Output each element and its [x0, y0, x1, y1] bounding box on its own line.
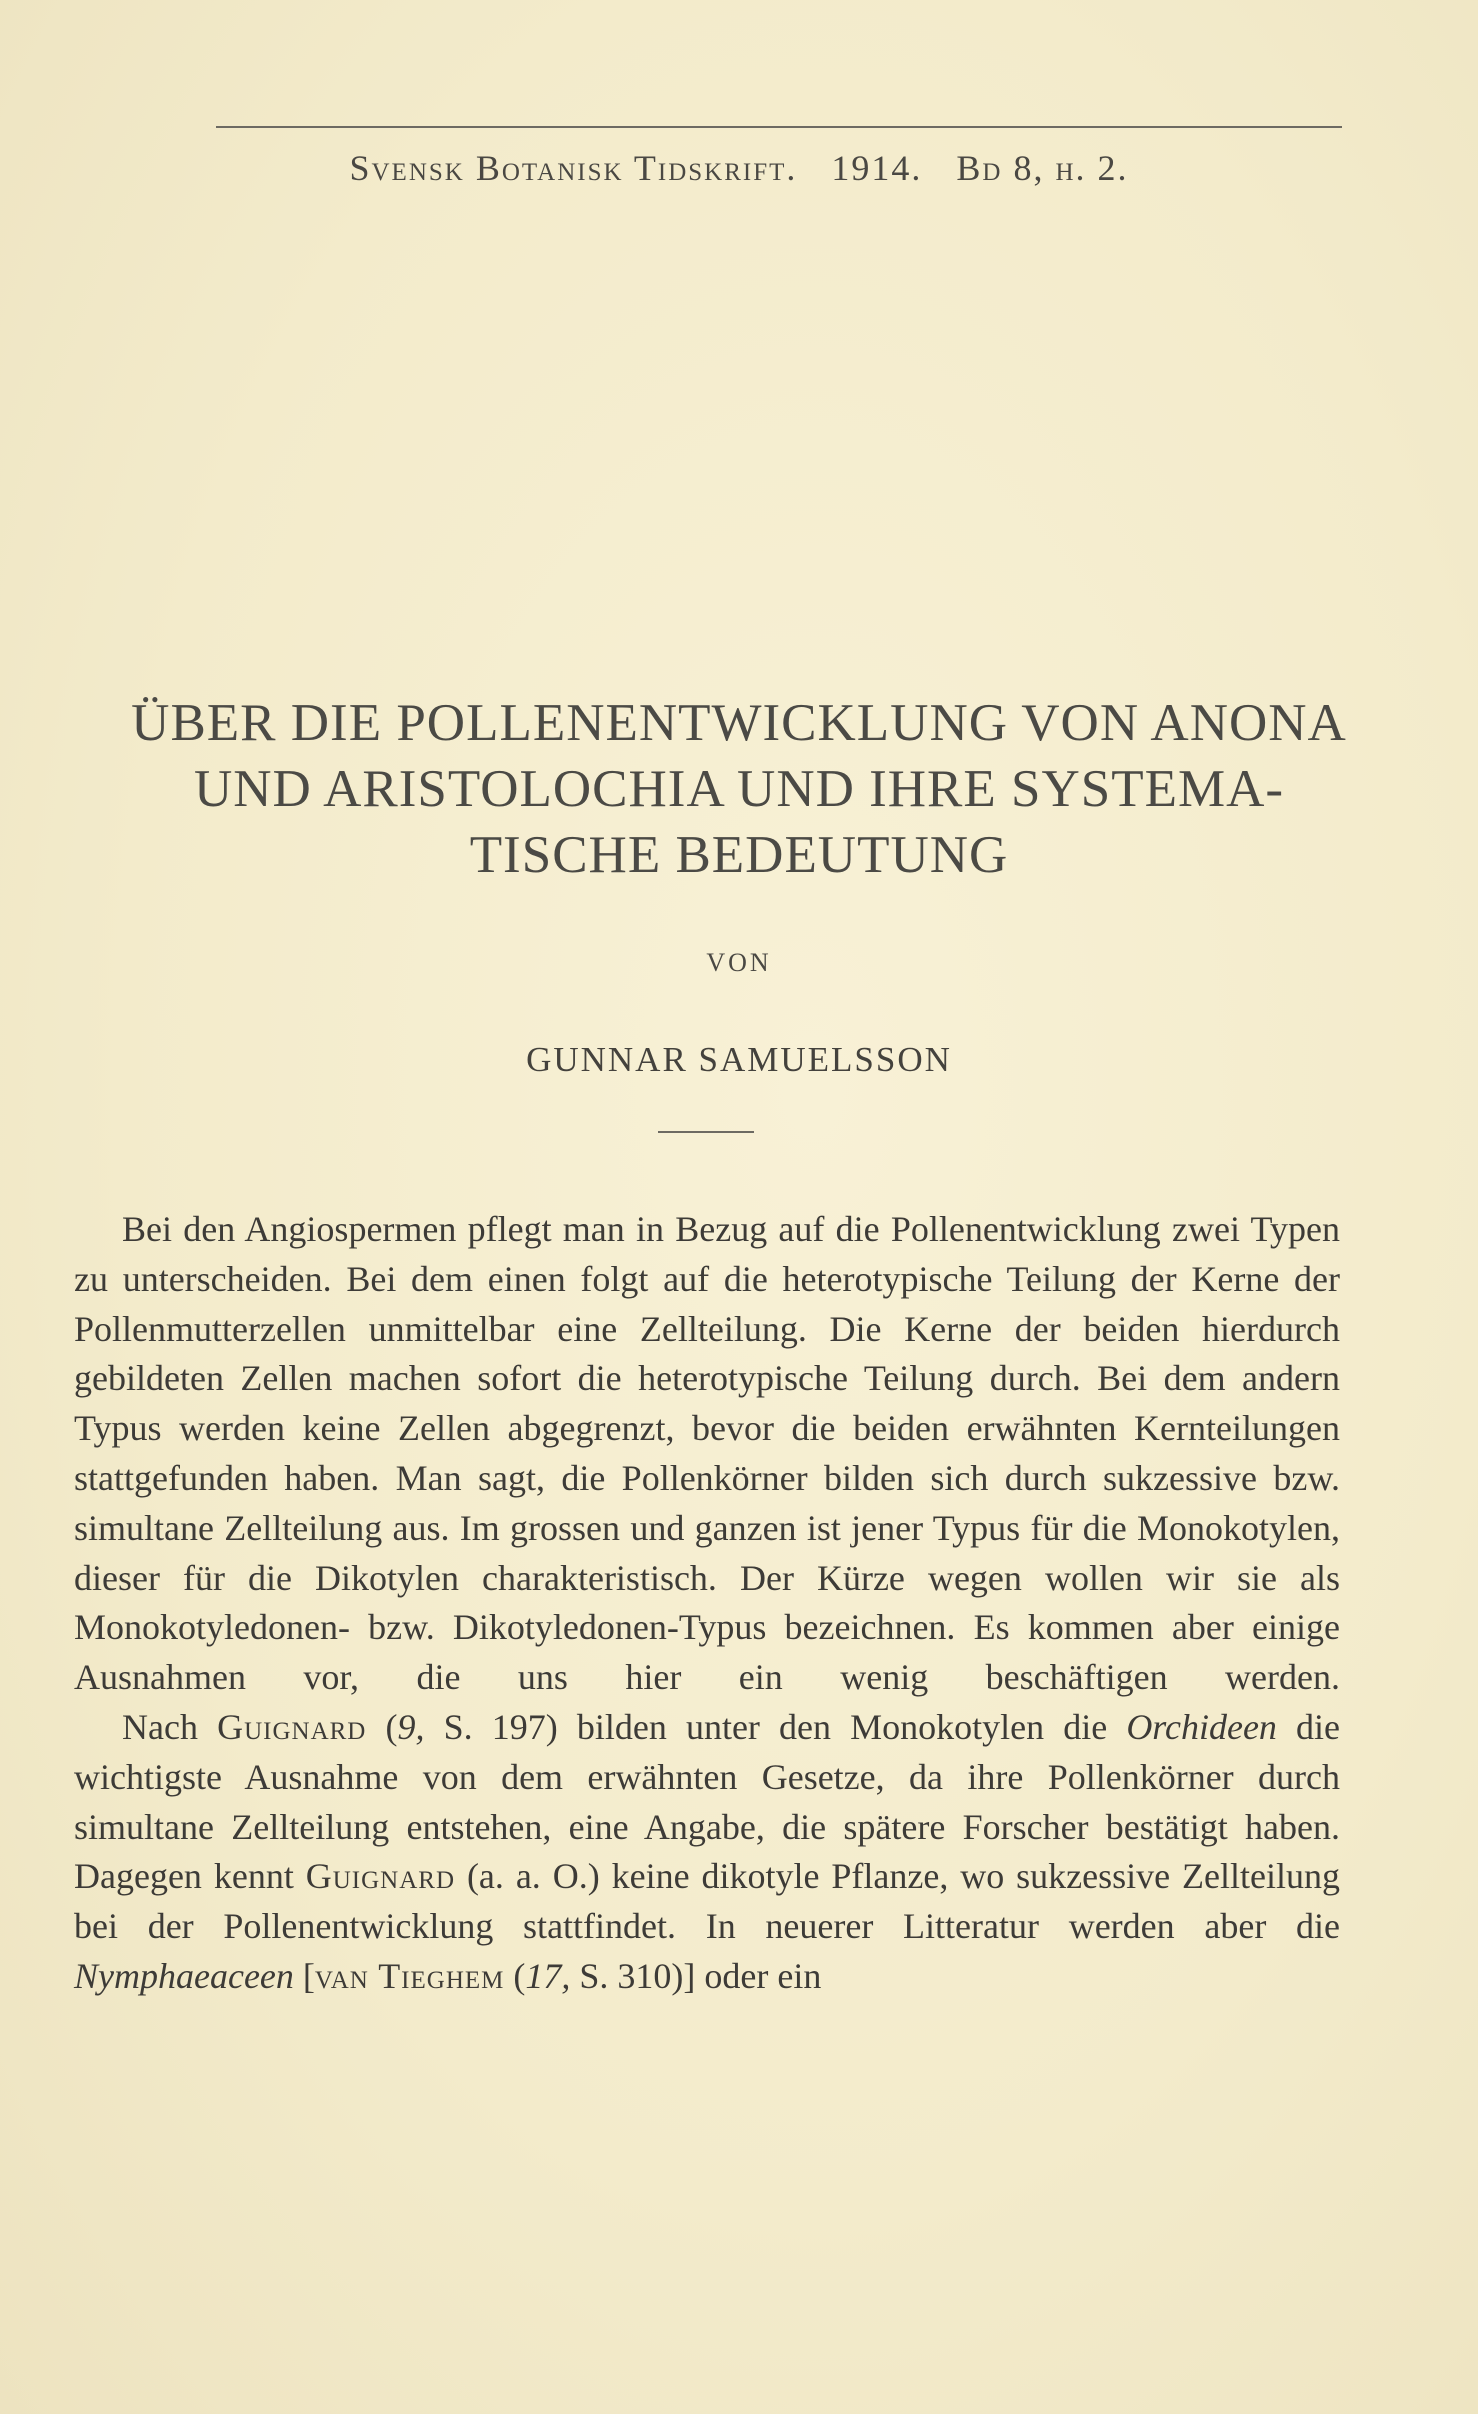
reference-number: 17,	[525, 1955, 571, 1996]
text-segment: bilden unter den Monokotylen die	[557, 1706, 1127, 1747]
text-segment: S. 197)	[424, 1706, 558, 1747]
running-head	[0, 147, 1478, 189]
text-segment: Nach	[122, 1706, 198, 1747]
byline-von: VON	[706, 948, 772, 977]
journal-name: Svensk Botanisk Tidskrift.	[349, 148, 798, 188]
text-segment: (	[504, 1955, 526, 1996]
text-segment: (	[385, 1706, 398, 1747]
reference-number: 9,	[397, 1706, 425, 1747]
title-separator-rule	[658, 1131, 754, 1133]
title-line-1: ÜBER DIE POLLENENTWICKLUNG VON ANONA	[131, 694, 1347, 752]
author-citation-guignard: Guignard	[305, 1856, 456, 1897]
title-line-3: TISCHE BEDEUTUNG	[469, 826, 1009, 884]
paragraph-1: Bei den Angiospermen pflegt man in Bezug auf die Pollenentwicklung zwei Typen zu unterscheiden. Bei dem einen folgt auf die heterotypische Teilung der Kerne der Pollenmutterzellen unmittelbar eine Zellteilung. Die Kerne der beiden hierdurch gebildeten Zellen machen sofort die heterotypische Teilung durch. Bei dem andern Typus werden keine Zellen abgegrenzt, bevor die beiden erwähnten Kernteilungen stattgefunden haben. Man sagt, die Pollenkörner bilden sich durch sukzessive bzw. simultane Zellteilung aus. Im grossen und ganzen ist jener Typus für die Monokotylen, dieser für die Dikotylen charakteristisch. Der Kürze wegen wollen wir sie als Monokotyledonen- bzw. Dikotyledonen-Typus bezeichnen. Es kommen aber einige Ausnahmen vor, die uns hier ein wenig beschäftigen werden.	[74, 1209, 1340, 1698]
header-rule	[216, 126, 1342, 128]
author-name: GUNNAR SAMUELSSON	[526, 1040, 952, 1079]
journal-volume: Bd 8, h. 2.	[956, 148, 1129, 188]
text-segment: die wichtigste Ausnahme von dem erwähnten Gesetze, da ihre Pollenkörner durch simultane Zellteilung entstehen, eine Angabe, die spätere Forscher bestätigt haben. Dagegen kennt	[74, 1706, 1341, 1897]
author-citation-van-tieghem: van Tieghem	[314, 1955, 505, 1996]
text-segment: (a. a. O.) keine dikotyle Pflanze, wo sukzessive Zellteilung bei der Pollenentwicklung stattfindet. In neuerer Litteratur werden aber die	[74, 1856, 1340, 1947]
article-body	[74, 1205, 1340, 2002]
taxon-orchideen: Orchideen	[1126, 1706, 1277, 1747]
paragraph-2	[74, 1703, 1340, 2002]
article-title	[60, 690, 1418, 888]
text-segment: [	[293, 1955, 315, 1996]
journal-year: 1914.	[831, 148, 923, 188]
text-segment: S. 310)] oder ein	[570, 1955, 822, 1996]
taxon-nymphaeaceen: Nymphaeaceen	[74, 1955, 294, 1996]
author-citation-guignard: Guignard	[217, 1706, 367, 1747]
title-line-2: UND ARISTOLOCHIA UND IHRE SYSTEMA-	[193, 760, 1285, 818]
